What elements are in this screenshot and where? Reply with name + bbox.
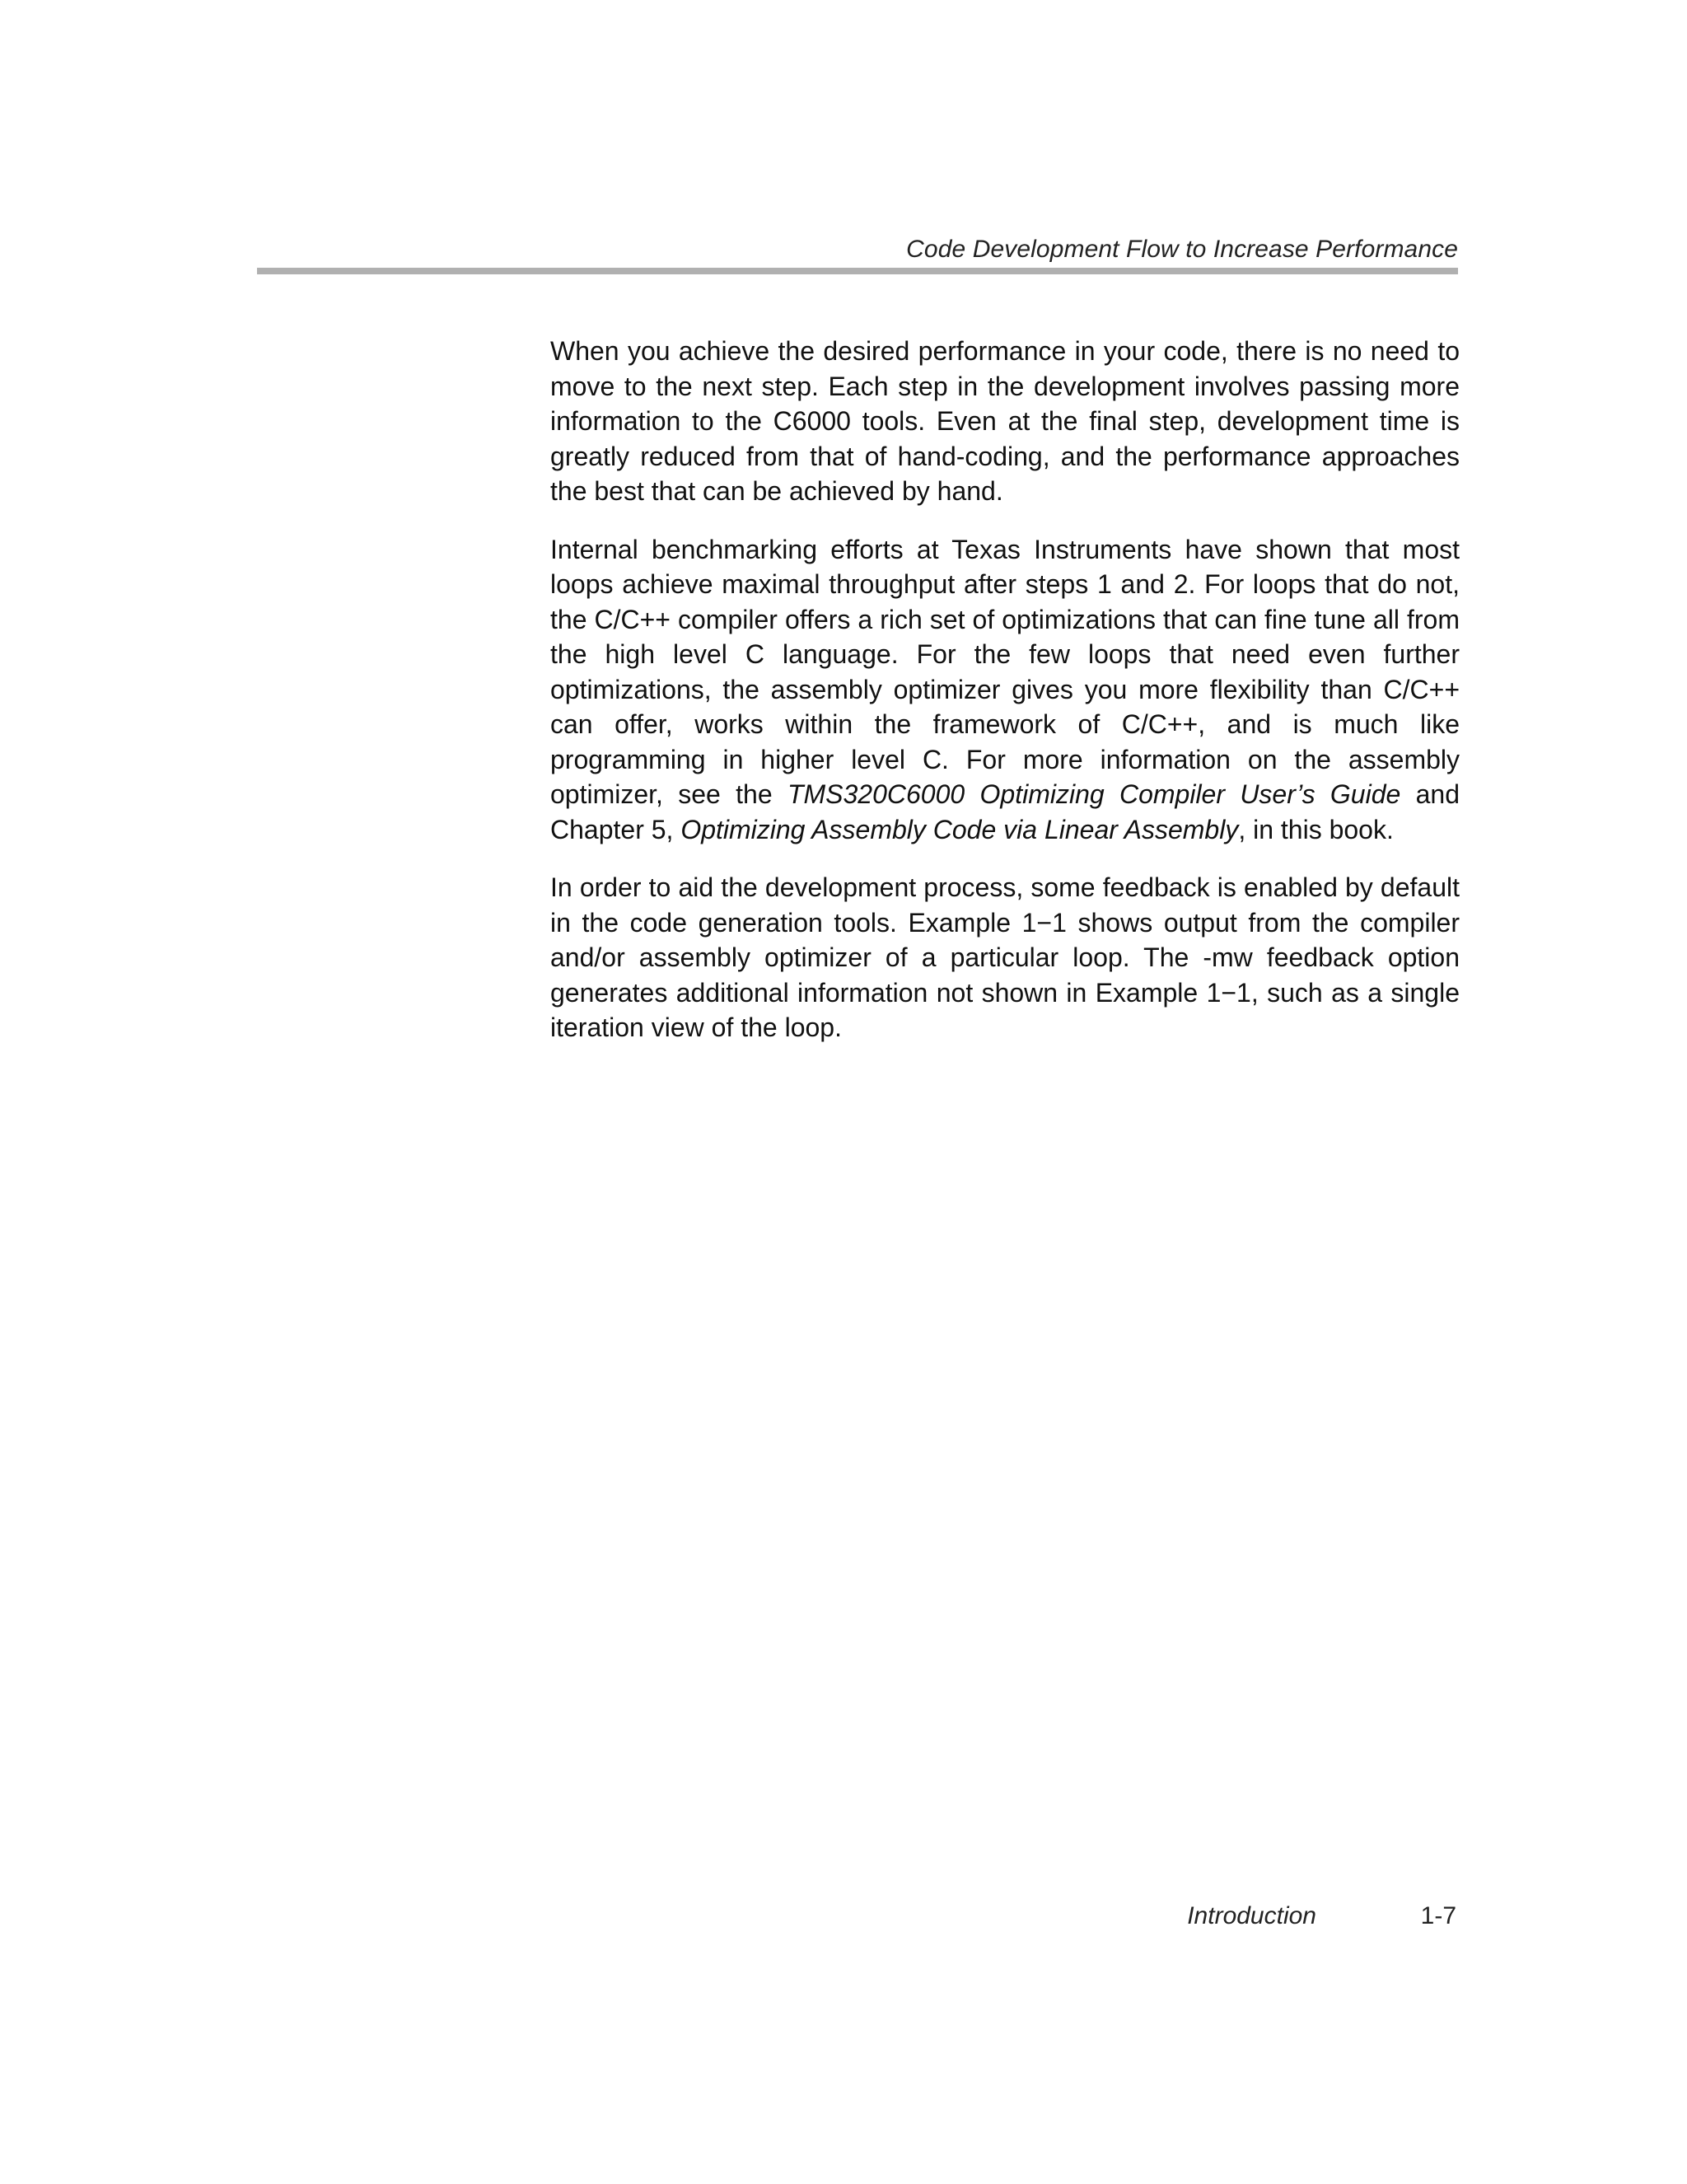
paragraph-2-text-3: , in this book. [1238, 814, 1394, 844]
footer-section-name: Introduction [1187, 1902, 1316, 1929]
body-text [550, 334, 1460, 1069]
paragraph-2-text-2: and Chapter 5, [550, 779, 1460, 844]
header-rule [257, 268, 1458, 274]
paragraph-3: In order to aid the development process, some feedback is enabled by default in the code generation tools. Example 1−1 shows output from the compiler and/or assembly optimizer of a particular loop. The -mw feedback option generates additional information not shown in Example 1−1, such as a single iteration view of the loop. [550, 872, 1460, 1042]
paragraph-1: When you achieve the desired performance in your code, there is no need to move to the next step. Each step in the development involves passing more information to the C6000 tools. Even at the final step, development time is greatly reduced from that of hand-coding, and the performance approaches the best that can be achieved by hand. [550, 336, 1460, 506]
paragraph-2 [550, 532, 1460, 848]
chapter-5-title: Optimizing Assembly Code via Linear Assembly [680, 814, 1239, 844]
page-footer [257, 1901, 1458, 1934]
page-number: 1-7 [1420, 1902, 1456, 1929]
compiler-guide-title: TMS320C6000 Optimizing Compiler User’s Guide [787, 779, 1401, 809]
paragraph-2-text-1: Internal benchmarking efforts at Texas Instruments have shown that most loops achieve maximal throughput after steps 1 and 2. For loops that do not, the C/C++ compiler offers a rich set of optimizations that can fine tune all from the high level C language. For the few loops that need even further optimizations, the assembly optimizer gives you more flexibility than C/C++ can offer, works within the framework of C/C++, and is much like programming in higher level C. For more information on the assembly optimizer, see the [550, 534, 1460, 809]
running-header-title: Code Development Flow to Increase Performance [906, 236, 1458, 263]
